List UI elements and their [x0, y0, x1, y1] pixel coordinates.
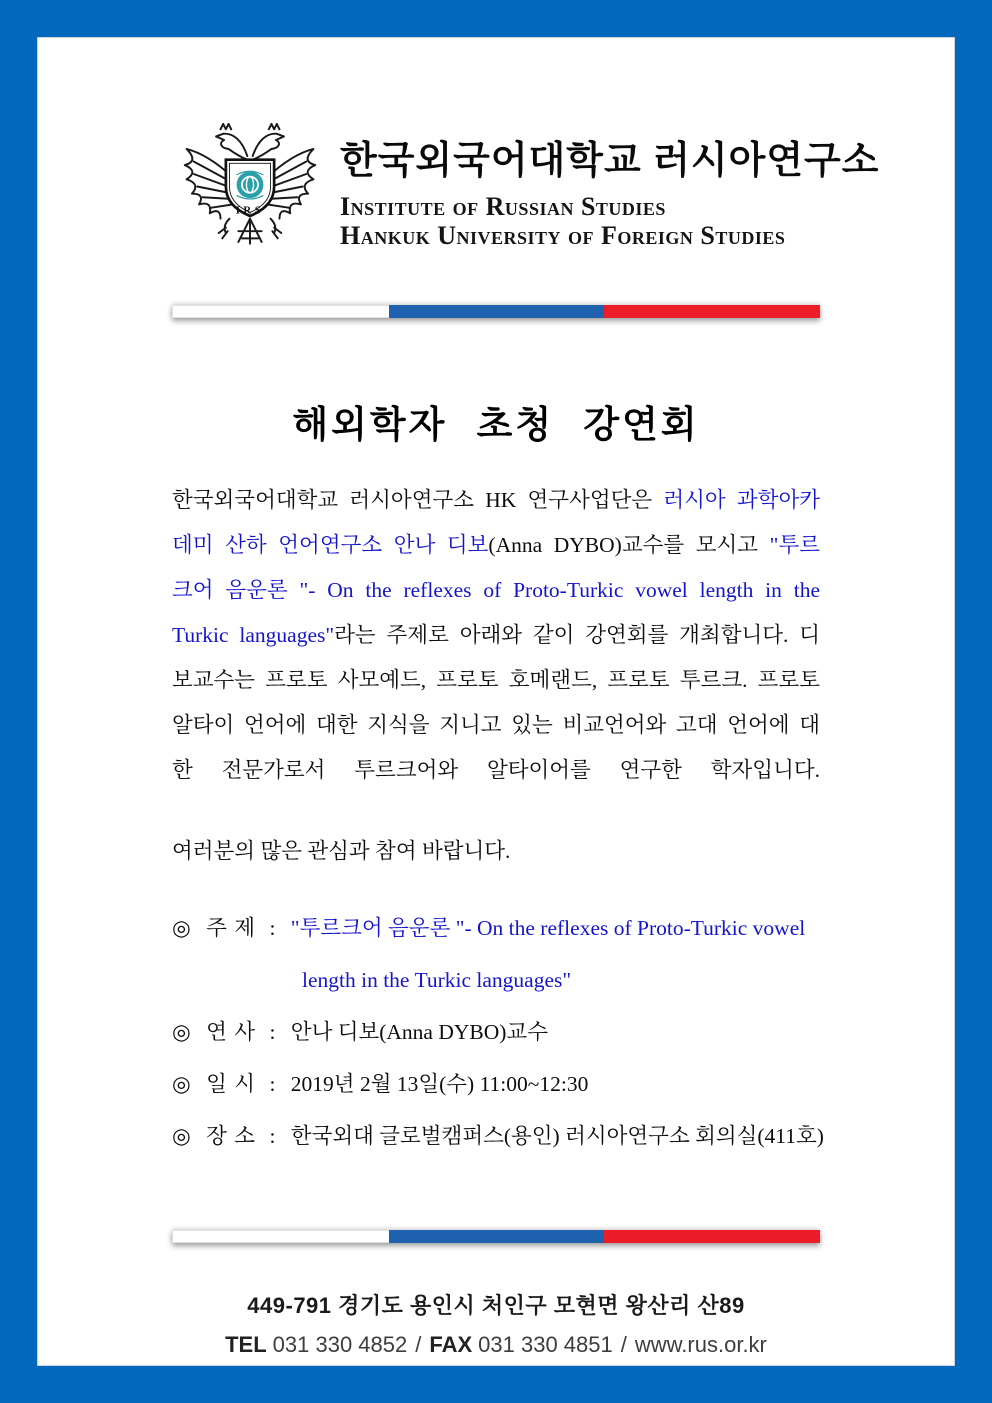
org-name-block [340, 115, 879, 250]
detail-row-location [172, 1110, 824, 1162]
letterhead [172, 115, 880, 263]
detail-row-datetime [172, 1058, 820, 1110]
flag-white-stripe [172, 1230, 389, 1243]
fax-label: FAX [429, 1332, 473, 1357]
flag-red-stripe [604, 305, 820, 318]
datetime-value: 2019년 2월 13일(수) 11:00~12:30 [290, 1072, 589, 1096]
separator: / [620, 1332, 627, 1357]
russian-flag-bar-top [172, 305, 820, 318]
postal-address: 449-791 경기도 용인시 처인구 모현면 왕산리 산89 [247, 1293, 745, 1318]
flag-blue-stripe [389, 305, 605, 318]
detail-label-location: 장 소 [206, 1124, 257, 1148]
participation-note: 여러분의 많은 관심과 참여 바랍니다. [172, 839, 511, 863]
flag-white-stripe [172, 305, 389, 318]
detail-label-speaker: 연 사 [206, 1020, 257, 1044]
topic-value-line2: length in the Turkic languages" [302, 968, 572, 992]
bullseye-bullet-icon: ◎ [172, 1072, 191, 1096]
fax-number: 031 330 4851 [478, 1332, 613, 1357]
org-name-korean: 한국외국어대학교 러시아연구소 [340, 140, 880, 182]
bullseye-bullet-icon: ◎ [172, 1020, 191, 1044]
bullseye-bullet-icon: ◎ [172, 1124, 191, 1148]
tel-number: 031 330 4852 [272, 1332, 408, 1357]
detail-colon: : [269, 1020, 276, 1044]
org-english-line1: Institute of Russian Studies [340, 192, 666, 221]
russian-flag-bar-bottom [172, 1230, 820, 1243]
double-headed-eagle-icon [174, 115, 326, 258]
location-value: 한국외대 글로벌캠퍼스(용인) 러시아연구소 회의실(411호) [290, 1124, 824, 1148]
detail-colon: : [269, 1072, 276, 1096]
svg-text:IRS: IRS [235, 204, 265, 217]
bullseye-bullet-icon: ◎ [172, 916, 191, 940]
contact-line [172, 1328, 820, 1362]
topic-value-line1: "투르크어 음운론 "- On the reflexes of Proto-Turkic vowel [290, 916, 806, 940]
detail-label-topic: 주 제 [206, 916, 257, 940]
detail-row-topic-continued [172, 954, 820, 1006]
detail-label-datetime: 일 시 [206, 1072, 257, 1096]
page-inner [37, 37, 955, 1366]
org-name-english [340, 192, 879, 250]
page-title: 해외학자 초청 강연회 [292, 404, 700, 445]
separator: / [415, 1332, 422, 1357]
footer [172, 1291, 820, 1362]
speaker-value: 안나 디보(Anna DYBO)교수 [290, 1020, 548, 1044]
flag-red-stripe [604, 1230, 820, 1243]
event-details [172, 902, 824, 1162]
intro-paragraph: 한국외국어대학교 러시아연구소 HK 연구사업단은 러시아 과학아카데미 산하 언어연구소 안나 디보(Anna DYBO)교수를 모시고 "투르크어 음운론 "- On the reflexes of Proto-Turkic vowel length in the Turkic languages"라는 주제로 아래와 같이 강연회를 개최합니다. 디보교수는 프로토 사모예드, 프로토 호메랜드, 프로토 투르크. 프로토 알타이 언어에 대한 지식을 지니고 있는 비교언어와 고대 언어에 대한 전문가로서 투르크어와 알타이어를 연구한 학자입니다. [172, 488, 820, 782]
irs-logo [174, 115, 326, 263]
org-english-line2: Hankuk University of Foreign Studies [340, 221, 786, 251]
detail-row-topic [172, 902, 820, 954]
detail-row-speaker [172, 1006, 820, 1058]
detail-colon: : [269, 1124, 276, 1148]
detail-colon: : [269, 916, 276, 940]
website-url: www.rus.or.kr [634, 1332, 767, 1357]
tel-label: TEL [225, 1332, 267, 1357]
flag-blue-stripe [389, 1230, 605, 1243]
emblem-globe-icon [237, 171, 264, 198]
